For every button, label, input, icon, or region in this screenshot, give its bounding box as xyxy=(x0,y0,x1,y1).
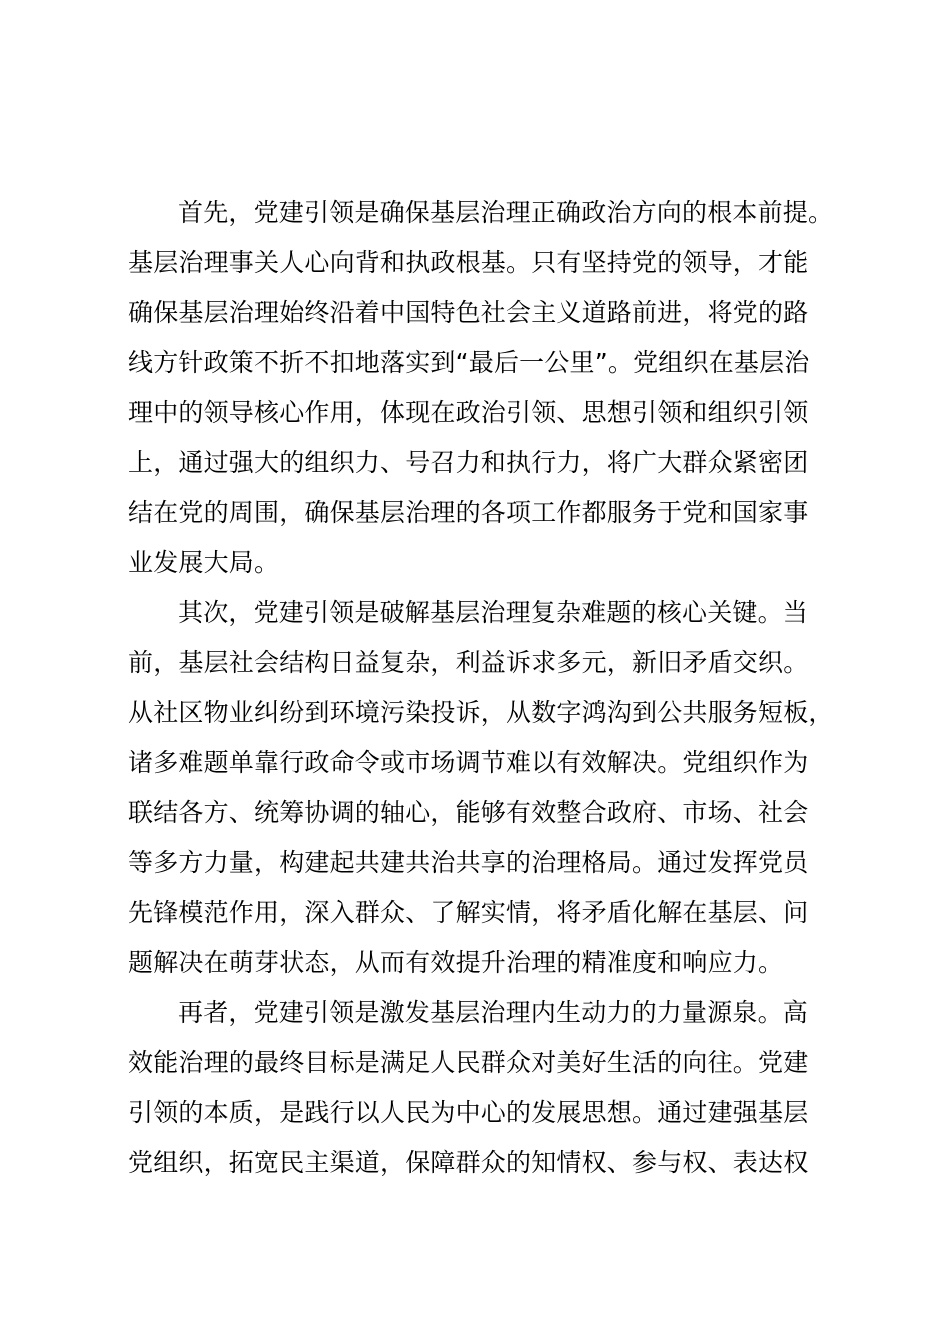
text-line: 理中的领导核心作用，体现在政治引领、思想引领和组织引领 xyxy=(128,398,809,427)
text-line: 联结各方、统筹协调的轴心，能够有效整合政府、市场、社会 xyxy=(128,798,809,827)
text-line: 首先，党建引领是确保基层治理正确政治方向的根本前提。 xyxy=(178,198,834,227)
paragraph xyxy=(128,188,848,588)
text-line: 线方针政策不折不扣地落实到“最后一公里”。党组织在基层治 xyxy=(128,348,810,377)
text-line: 基层治理事关人心向背和执政根基。只有坚持党的领导，才能 xyxy=(128,248,809,277)
paragraph xyxy=(128,988,848,1188)
text-line: 引领的本质，是践行以人民为中心的发展思想。通过建强基层 xyxy=(128,1098,809,1127)
text-line: 确保基层治理始终沿着中国特色社会主义道路前进，将党的路 xyxy=(128,298,809,327)
text-line: 效能治理的最终目标是满足人民群众对美好生活的向往。党建 xyxy=(128,1048,809,1077)
text-line: 从社区物业纠纷到环境污染投诉，从数字鸿沟到公共服务短板， xyxy=(128,698,834,727)
text-line: 业发展大局。 xyxy=(128,548,280,577)
text-line: 先锋模范作用，深入群众、了解实情，将矛盾化解在基层、问 xyxy=(128,898,809,927)
document-body xyxy=(128,188,848,1188)
text-line: 其次，党建引领是破解基层治理复杂难题的核心关键。当 xyxy=(178,598,809,627)
text-line: 题解决在萌芽状态，从而有效提升治理的精准度和响应力。 xyxy=(128,948,784,977)
text-line: 上，通过强大的组织力、号召力和执行力，将广大群众紧密团 xyxy=(128,448,809,477)
text-line: 再者，党建引领是激发基层治理内生动力的力量源泉。高 xyxy=(178,998,809,1027)
text-line: 党组织，拓宽民主渠道，保障群众的知情权、参与权、表达权 xyxy=(128,1148,809,1177)
text-line: 诸多难题单靠行政命令或市场调节难以有效解决。党组织作为 xyxy=(128,748,809,777)
text-line: 等多方力量，构建起共建共治共享的治理格局。通过发挥党员 xyxy=(128,848,809,877)
text-line: 结在党的周围，确保基层治理的各项工作都服务于党和国家事 xyxy=(128,498,809,527)
paragraph xyxy=(128,588,848,988)
text-line: 前，基层社会结构日益复杂，利益诉求多元，新旧矛盾交织。 xyxy=(128,648,809,677)
